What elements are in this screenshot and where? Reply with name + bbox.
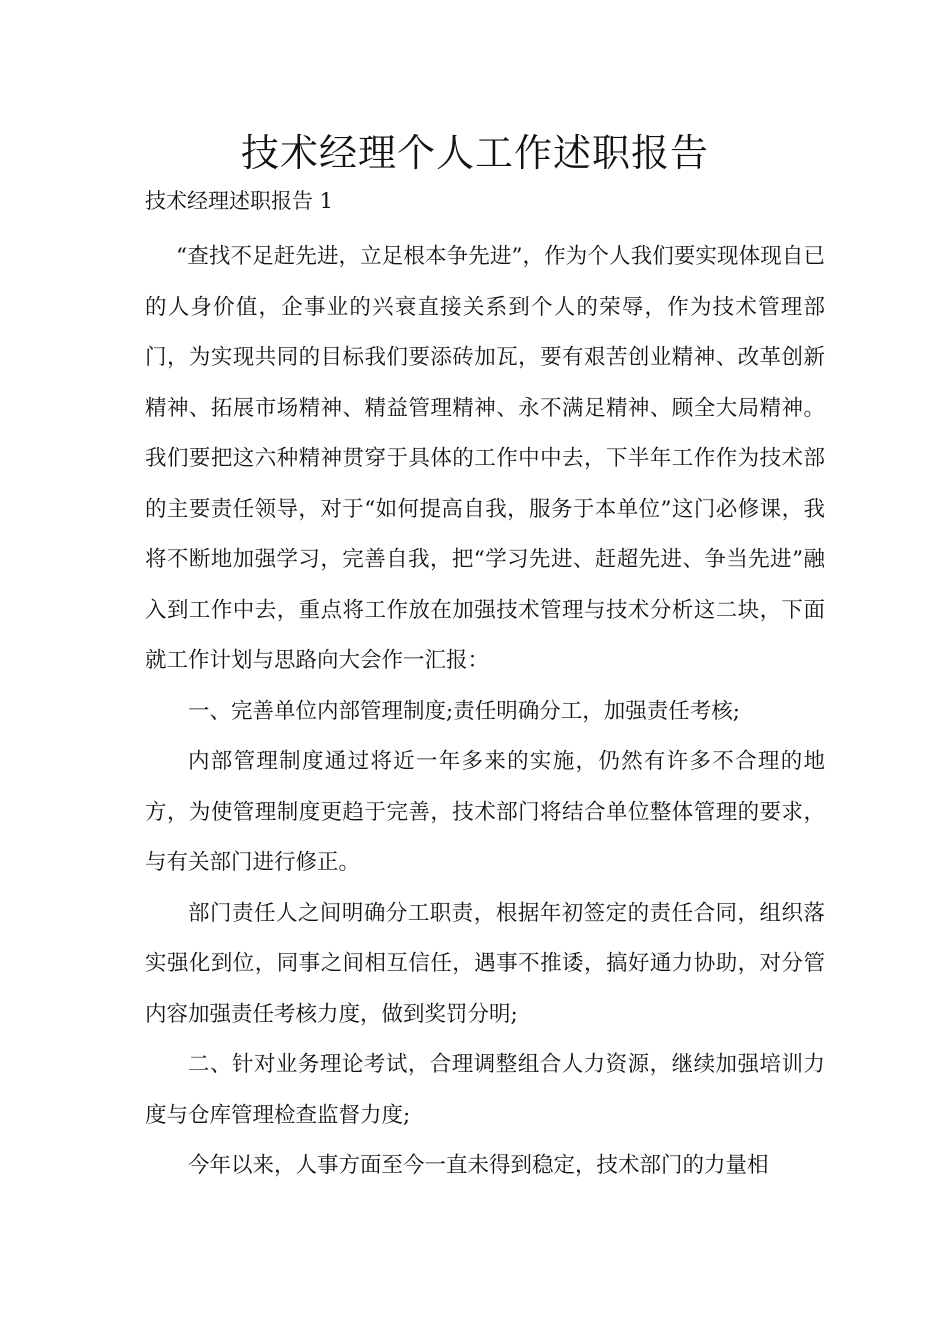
document-subtitle: 技术经理述职报告 1 [145, 189, 334, 213]
paragraph-intro: “查找不足赶先进，立足根本争先进”，作为个人我们要实现体现自已的人身价值，企事业的兴衰直接关系到个人的荣辱，作为技术管理部门，为实现共同的目标我们要添砖加瓦，要有艰苦创业精神、改革创新精神、拓展市场精神、精益管理精神、永不满足精神、顾全大局精神。我们要把这六种精神贯穿于具体的工作中中去，下半年工作作为技术部的主要责任领导，对于“如何提高自我，服务于本单位”这门必修课，我将不断地加强学习，完善自我，把“学习先进、赶超先进、争当先进”融入到工作中去，重点将工作放在加强技术管理与技术分析这二块，下面就工作计划与思路向大会作一汇报： [145, 244, 825, 673]
paragraph-section-2-heading: 二、针对业务理论考试，合理调整组合人力资源，继续加强培训力度与仓库管理检查监督力度; [145, 1052, 825, 1128]
paragraph-management-system: 内部管理制度通过将近一年多来的实施，仍然有许多不合理的地方，为使管理制度更趋于完善，技术部门将结合单位整体管理的要求，与有关部门进行修正。 [145, 749, 825, 875]
document-title: 技术经理个人工作述职报告 [240, 131, 709, 175]
paragraph-section-1-heading: 一、完善单位内部管理制度;责任明确分工，加强责任考核; [188, 698, 740, 724]
paragraph-responsibility: 部门责任人之间明确分工职责，根据年初签定的责任合同，组织落实强化到位，同事之间相互信任，遇事不推诿，搞好通力协助，对分管内容加强责任考核力度，做到奖罚分明; [145, 900, 825, 1027]
document-body [145, 232, 825, 1192]
paragraph-personnel: 今年以来，人事方面至今一直未得到稳定，技术部门的力量相 [188, 1153, 769, 1178]
